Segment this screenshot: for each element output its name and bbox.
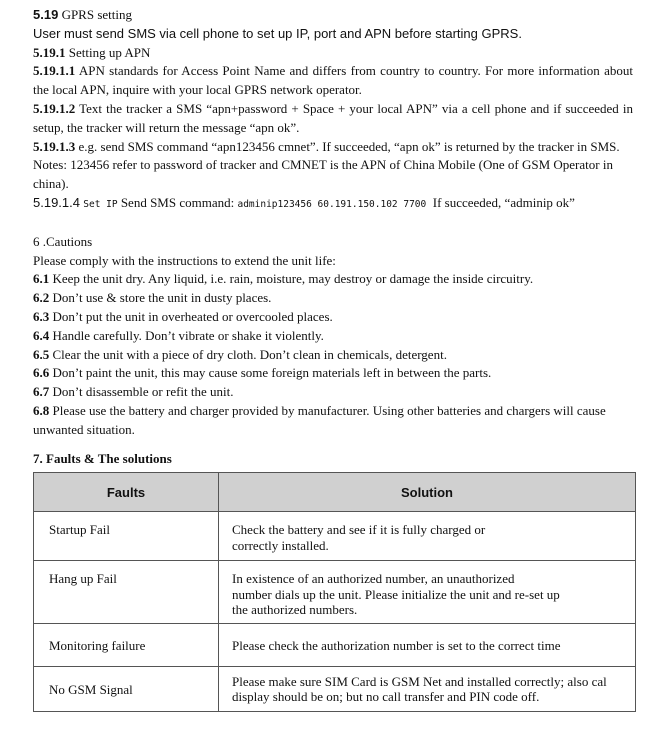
- caution-number: 6.4: [33, 327, 50, 343]
- solution-header: Solution: [219, 473, 636, 512]
- paragraph-5-19-1-4: [33, 194, 633, 215]
- caution-item: [33, 270, 633, 289]
- solution-line: In existence of an authorized number, an unauthorized: [232, 571, 515, 587]
- caution-item: [33, 402, 633, 440]
- caution-number: 6.1: [33, 271, 50, 287]
- faults-header: Faults: [34, 473, 219, 512]
- table-row: [34, 667, 636, 712]
- section-5-19-heading: [33, 6, 633, 25]
- caution-list: [33, 270, 633, 439]
- caution-text: Don’t disassemble or refit the unit.: [52, 384, 234, 400]
- spacer: [33, 215, 633, 233]
- caution-number: 6.6: [33, 365, 50, 381]
- table-row: [34, 624, 636, 667]
- paragraph-5-19-1-2: [33, 100, 633, 138]
- command-text: Send SMS command:: [120, 194, 235, 210]
- cautions-heading: 6 .Cautions: [33, 233, 93, 249]
- solution-line: Please make sure SIM Card is GSM Net and installed correctly; also cal: [232, 673, 607, 689]
- section-title: Setting up APN: [68, 44, 151, 60]
- faults-table: [33, 472, 636, 712]
- caution-text: Clear the unit with a piece of dry cloth. Don’t clean in chemicals, detergent.: [52, 346, 447, 362]
- section-number: 5.19.1.3: [33, 138, 76, 154]
- paragraph-5-19-1-1: [33, 62, 633, 100]
- caution-text: Don’t use & store the unit in dusty places.: [52, 290, 272, 306]
- table-row: [34, 561, 636, 624]
- cautions-intro: Please comply with the instructions to extend the unit life:: [33, 252, 336, 268]
- paragraph-5-19-1-3: [33, 138, 633, 157]
- caution-text: Don’t paint the unit, this may cause some foreign materials left in between the parts.: [52, 365, 492, 381]
- solution-cell: [219, 561, 636, 624]
- caution-item: [33, 308, 633, 327]
- caution-text: Don’t put the unit in overheated or overcooled places.: [52, 308, 333, 324]
- solution-line: display should be on; but no call transfer and PIN code off.: [232, 689, 540, 705]
- fault-cell: No GSM Signal: [34, 667, 219, 712]
- section-number: 5.19: [33, 7, 59, 22]
- solution-line: Please check the authorization number is set to the correct time: [232, 637, 561, 653]
- caution-item: [33, 346, 633, 365]
- solution-line: correctly installed.: [232, 537, 329, 553]
- solution-line: Check the battery and see if it is fully charged or: [232, 522, 486, 538]
- section-number: 5.19.1.2: [33, 100, 76, 116]
- caution-text: Handle carefully. Don’t vibrate or shake it violently.: [52, 327, 324, 343]
- caution-number: 6.3: [33, 308, 50, 324]
- section-number: 5.19.1: [33, 44, 66, 60]
- solution-cell: [219, 512, 636, 561]
- faults-table-body: [34, 512, 636, 712]
- caution-number: 6.7: [33, 384, 50, 400]
- manual-page: [33, 6, 633, 712]
- table-row: [34, 512, 636, 561]
- solution-cell: [219, 667, 636, 712]
- caution-item: [33, 289, 633, 308]
- solution-cell: [219, 624, 636, 667]
- caution-item: [33, 364, 633, 383]
- fault-cell: Monitoring failure: [34, 624, 219, 667]
- caution-number: 6.8: [33, 402, 50, 418]
- caution-item: [33, 327, 633, 346]
- caution-item: [33, 383, 633, 402]
- paragraph-text: APN standards for Access Point Name and differs from country to country. For more information about the local APN, inquire with your local GPRS network operator.: [33, 63, 633, 98]
- caution-number: 6.2: [33, 290, 50, 306]
- solution-line: the authorized numbers.: [232, 602, 358, 618]
- solution-line: number dials up the unit. Please initialize the unit and re-set up: [232, 586, 560, 602]
- caution-text: Please use the battery and charger provided by manufacturer. Using other batteries and chargers will cause unwanted situation.: [33, 402, 606, 437]
- command-result: If succeeded, “adminip ok”: [432, 194, 575, 210]
- spacer: [33, 440, 633, 450]
- caution-text: Keep the unit dry. Any liquid, i.e. rain, moisture, may destroy or damage the inside circuitry.: [52, 271, 534, 287]
- gprs-intro: User must send SMS via cell phone to set up IP, port and APN before starting GPRS.: [33, 25, 522, 41]
- command-code: adminip123456 60.191.150.102 7700: [237, 198, 427, 210]
- command-label: Set IP: [83, 198, 118, 210]
- fault-cell: Startup Fail: [34, 512, 219, 561]
- notes: Notes: 123456 refer to password of tracker and CMNET is the APN of China Mobile (One of GSM Operator in china).: [33, 157, 613, 192]
- table-header-row: [34, 473, 636, 512]
- section-number: 5.19.1.1: [33, 63, 76, 79]
- section-5-19-1-heading: [33, 44, 633, 63]
- faults-heading: 7. Faults & The solutions: [33, 450, 172, 466]
- section-number: 5.19.1.4: [33, 194, 80, 210]
- caution-number: 6.5: [33, 346, 50, 362]
- paragraph-text: e.g. send SMS command “apn123456 cmnet”. If succeeded, “apn ok” is returned by the tracker in SMS.: [78, 138, 620, 154]
- paragraph-text: Text the tracker a SMS “apn+password + Space + your local APN” via a cell phone and if succeeded in setup, the tracker will return the message “apn ok”.: [33, 100, 633, 135]
- fault-cell: Hang up Fail: [34, 561, 219, 624]
- section-title: GPRS setting: [61, 7, 132, 22]
